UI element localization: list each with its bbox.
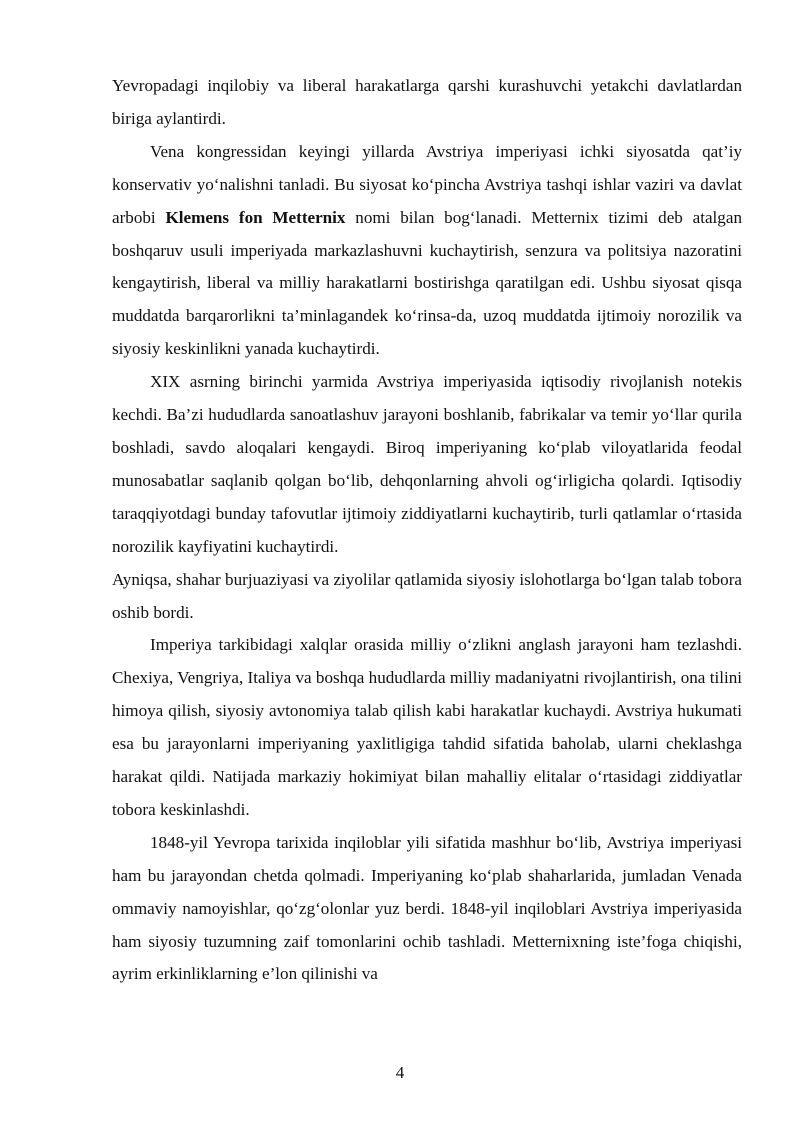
- paragraph-3: XIX asrning birinchi yarmida Avstriya imperiyasida iqtisodiy rivojlanish notekis kechdi. Ba’zi hududlarda sanoatlashuv jarayoni boshlanib, fabrikalar va temir yo‘llar qurila boshladi, savdo aloqalari kengaydi. Biroq imperiyaning ko‘plab viloyatlarida feodal munosabatlar saqlanib qolgan bo‘lib, dehqonlarning ahvoli og‘irligicha qolardi. Iqtisodiy taraqqiyotdagi bunday tafovutlar ijtimoiy ziddiyatlarni kuchaytirib, turli qatlamlar o‘rtasida norozilik kayfiyatini kuchaytirdi.: [112, 372, 742, 556]
- metternix-name-bold: Klemens fon Metternix: [165, 207, 346, 227]
- paragraph-2: [112, 136, 742, 366]
- page-number: 4: [395, 1063, 405, 1082]
- paragraph-2-text-start: Vena kongressidan keyingi yillarda Avstriya imperiyasi ichki siyosatda qat’iy konservativ yo‘nalishni tanladi. Bu siyosat ko‘pincha Avstriya tashqi ishlar vaziri va davlat arbobi: [112, 141, 742, 227]
- paragraph-5: Imperiya tarkibidagi xalqlar orasida milliy o‘zlikni anglash jarayoni ham tezlashdi. Chexiya, Vengriya, Italiya va boshqa hududlarda milliy madaniyatni rivojlantirish, ona tilini himoya qilish, siyosiy avtonomiya talab qilish kabi harakatlar kuchaydi. Avstriya hukumati esa bu jarayonlarni imperiyaning yaxlitligiga tahdid sifatida baholab, ularni cheklashga harakat qildi. Natijada markaziy hokimiyat bilan mahalliy elitalar o‘rtasidagi ziddiyatlar tobora keskinlashdi.: [112, 635, 742, 819]
- paragraph-6: 1848-yil Yevropa tarixida inqiloblar yili sifatida mashhur bo‘lib, Avstriya imperiyasi ham bu jarayondan chetda qolmadi. Imperiyaning ko‘plab shaharlarida, jumladan Venada ommaviy namoyishlar, qo‘zg‘olonlar yuz berdi. 1848-yil inqiloblari Avstriya imperiyasida ham siyosiy tuzumning zaif tomonlarini ochib tashladi. Metternixning iste’foga chiqishi, ayrim erkinliklarning e’lon qilinishi va: [112, 832, 742, 984]
- paragraph-4: Ayniqsa, shahar burjuaziyasi va ziyolilar qatlamida siyosiy islohotlarga bo‘lgan talab tobora oshib bordi.: [112, 569, 742, 622]
- paragraph-1: Yevropadagi inqilobiy va liberal harakatlarga qarshi kurashuvchi yetakchi davlatlardan biriga aylantirdi.: [112, 76, 742, 128]
- paragraph-2-text-end: nomi bilan bog‘lanadi. Metternix tizimi deb atalgan boshqaruv usuli imperiyada markazlashuvni kuchaytirish, senzura va politsiya nazoratini kengaytirish, liberal va milliy harakatlarni bostirishga qaratilgan edi. Ushbu siyosat qisqa muddatda barqarorlikni ta’minlagandek ko‘rinsa-da, uzoq muddatda ijtimoiy norozilik va siyosiy keskinlikni yanada kuchaytirdi.: [112, 207, 742, 359]
- document-page: [112, 70, 742, 991]
